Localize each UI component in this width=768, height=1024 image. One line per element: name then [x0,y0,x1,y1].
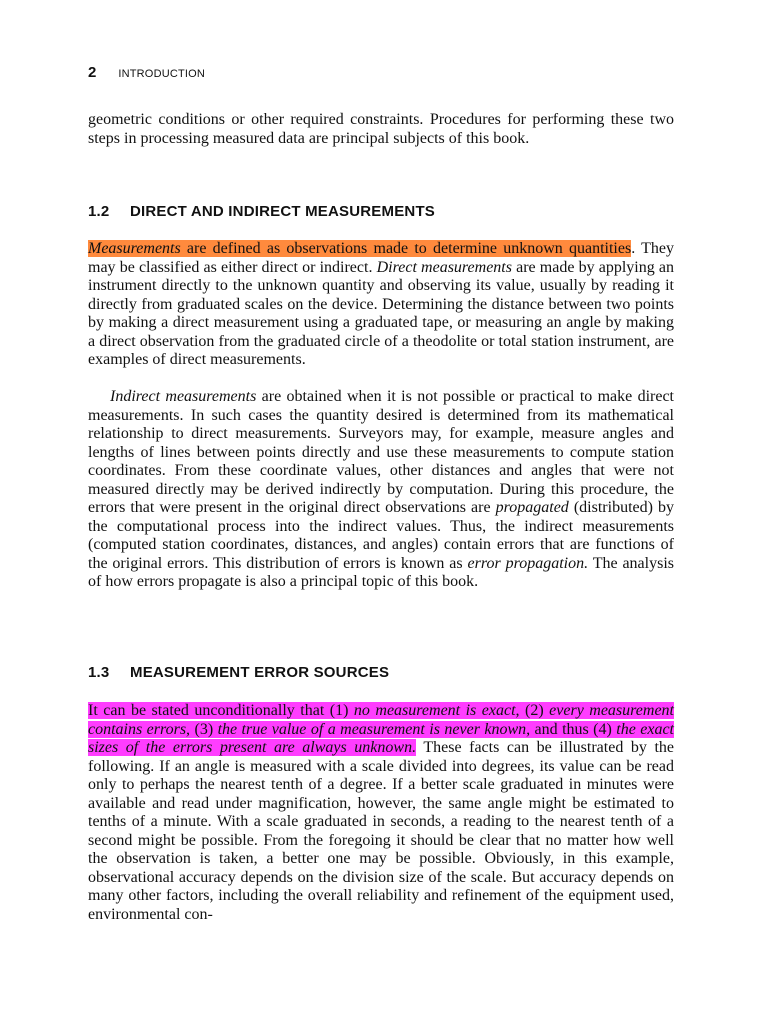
highlight-text: and thus (4) [530,720,617,738]
section-number: 1.2 [88,203,110,220]
term-propagated: propagated [495,499,569,516]
term-error-propagation: error propagation. [467,554,589,572]
section-heading-1-2 [88,203,435,220]
running-head [88,64,205,81]
paragraph-text: are made by applying an instrument directly to the unknown quantity and observing its value, usually by reading it directly from graduated scales on the device. Determining the distance between two points by making a direct measurement using a graduated tape, or measuring an angle by making a direct observation from the graduated circle of a theodolite or total station instrument, are examples of direct measurements. [88,258,674,368]
paragraph-text: These facts can be illustrated by the following. If an angle is measured with a scale divided into degrees, its value can be read only to perhaps the nearest tenth of a degree. If a better scale graduated in minutes were available and read under magnification, however, the same angle might be estimated to tenths of a minute. With a scale graduated in seconds, a reading to the nearest tenth of a second might be possible. From the foregoing it should be clear that no matter how well the observation is taken, a better one may be possible. Obviously, in this example, observational accuracy depends on the division size of the scale. But accuracy depends on many other factors, including the overall reliability and refinement of the equipment used, environmental con- [88,739,675,923]
paragraph-text: are obtained when it is not possible or practical to make direct measurements. In such cases the quantity desired is determined from its mathematical relationship to direct measurements. Surveyors may, for example, measure angles and lengths of lines between points directly and use these measurements to compute station coordinates. From these coordinate values, other distances and angles that were not measured directly may be derived indirectly by computation. During this procedure, the errors that were present in the original direct observations are [88,388,675,516]
term-direct-measurements: Direct measurements [376,258,512,276]
section-title: MEASUREMENT ERROR SOURCES [130,664,390,681]
paragraph-text: (distributed) by the computational process into the indirect values. Thus, the indirect measurements (computed station coordinates, distances, and angles) contain errors that are functions of the original errors. This distribution of errors is known as [88,499,674,572]
highlight-text: (3) [190,720,218,738]
highlight-italic: the exact sizes of the errors present are always unknown. [88,720,675,756]
section-heading-1-3 [88,664,389,681]
page-number: 2 [88,64,97,81]
section-number: 1.3 [88,664,110,681]
term-measurements: Measurements [88,240,181,257]
highlight-italic: no measurement is exact, [353,702,520,719]
highlight-italic: every measurement contains errors, [88,702,674,738]
highlight-italic: the true value of a measurement is never known, [217,720,531,738]
paragraph-error-sources [88,702,674,924]
intro-paragraph: geometric conditions or other required constraints. Procedures for performing these two steps in processing measured data are principal subjects of this book. [88,111,674,147]
highlight-orange [88,240,631,257]
highlight-definition: are defined as observations made to determine unknown quantities [180,240,632,257]
chapter-title: INTRODUCTION [118,68,206,80]
paragraph-text: . They may be classified as either direct or indirect. [88,240,674,276]
section-title: DIRECT AND INDIRECT MEASUREMENTS [130,203,436,220]
highlight-text: (2) [519,702,550,719]
term-indirect-measurements: Indirect measurements [110,388,257,405]
highlight-text: It can be stated unconditionally that (1) [88,702,354,719]
paragraph-indirect-measurements [88,388,674,592]
paragraph-direct-measurements [88,240,674,370]
paragraph-text: The analysis of how errors propagate is also a principal topic of this book. [88,554,674,590]
